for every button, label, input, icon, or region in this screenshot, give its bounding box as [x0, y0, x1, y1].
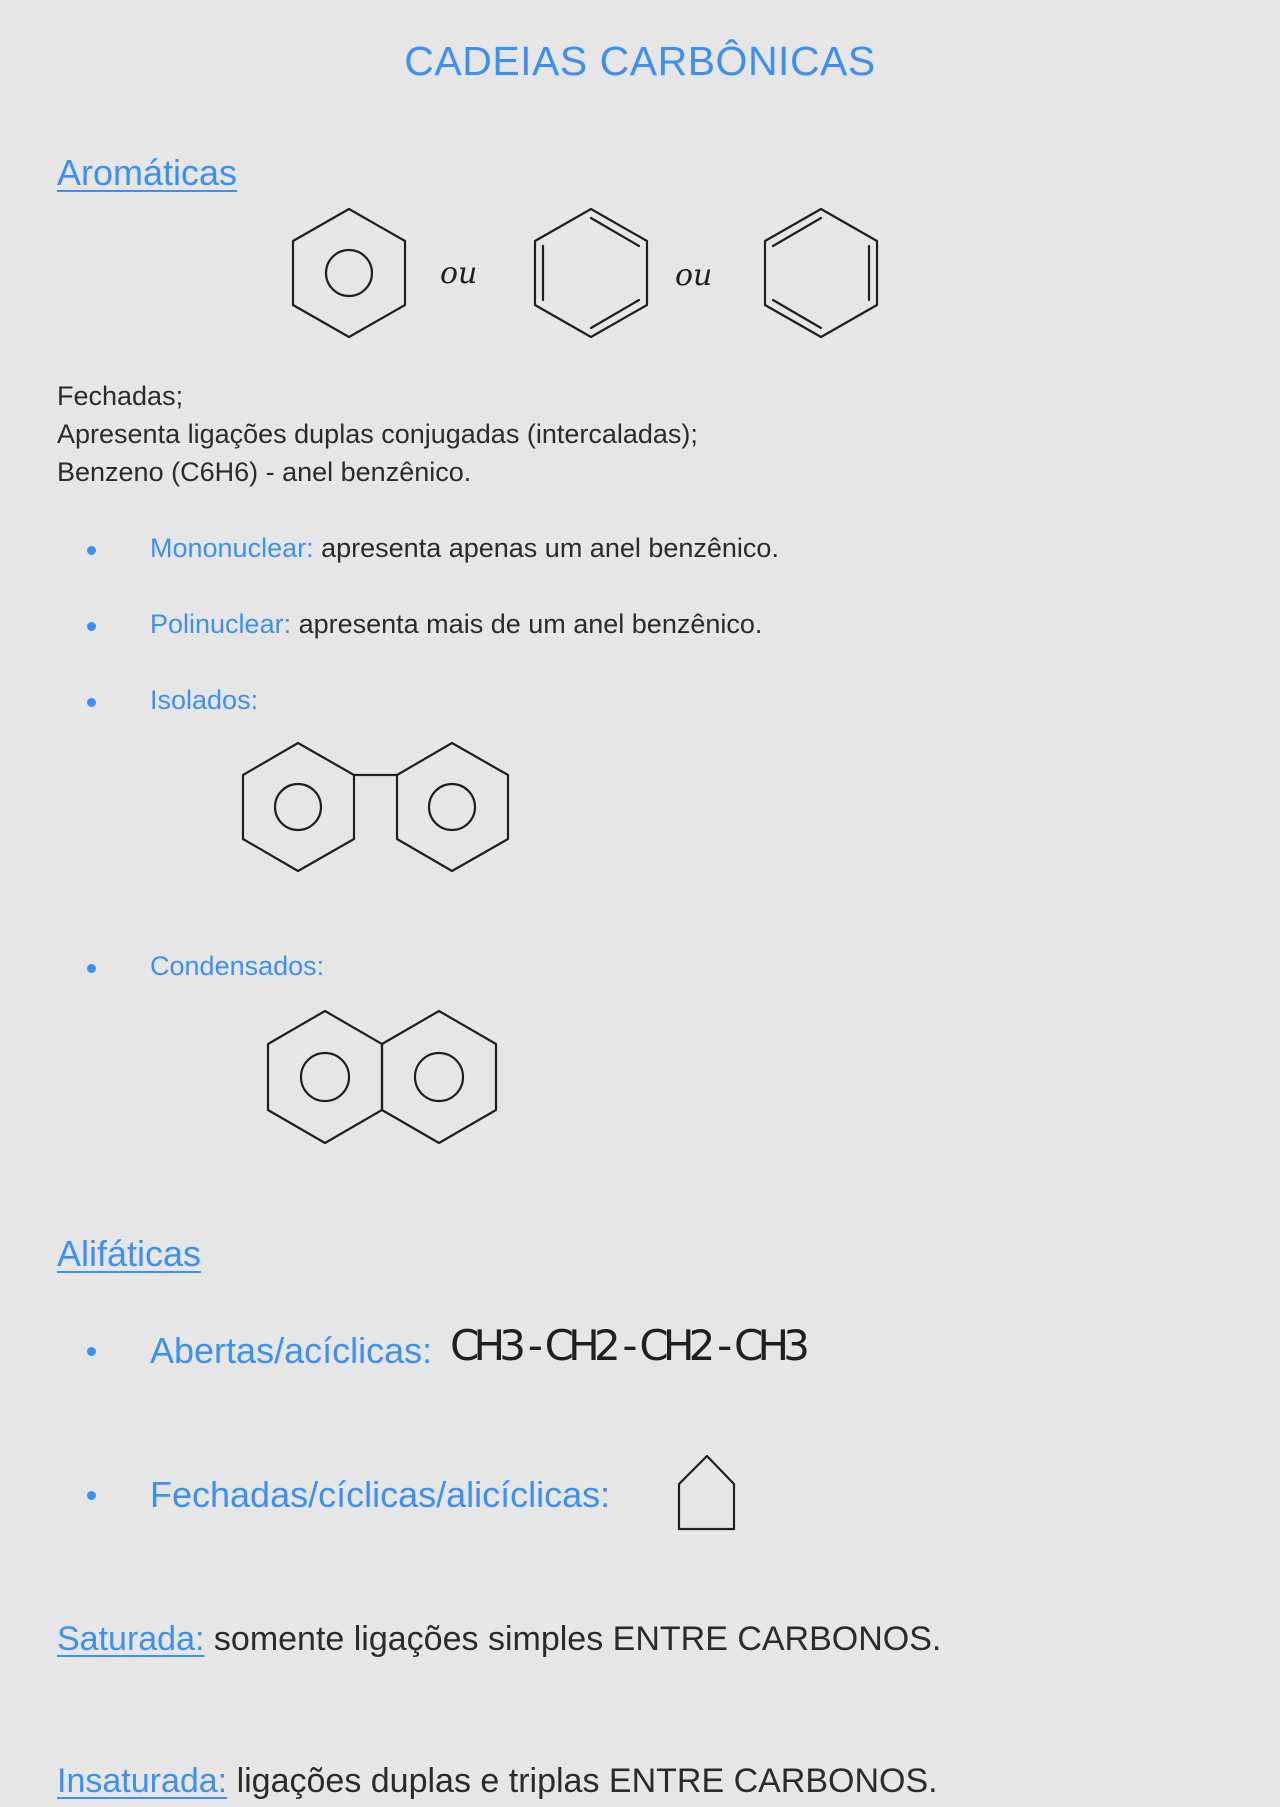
connector-ou-1: ou: [440, 256, 478, 291]
benzene-ring-kekule-1: [535, 209, 647, 337]
open-chain-formula: [448, 1310, 838, 1380]
insaturada-label: Insaturada:: [57, 1762, 228, 1800]
isolated-rings-diagram: [235, 735, 525, 875]
formula-text: CH3 - CH2 - CH2 - CH3: [450, 1321, 810, 1370]
description-line: Fechadas;: [57, 381, 184, 411]
saturada-definition: [57, 1620, 941, 1659]
bullet-dot: [87, 698, 96, 707]
insaturada-definition: [57, 1762, 938, 1801]
benzene-ring-circle: [293, 209, 405, 337]
description-line: Benzeno (C6H6) - anel benzênico.: [57, 457, 472, 487]
bullet-isolados: [150, 685, 258, 716]
bullet-dot: [87, 964, 96, 973]
bullet-dot: [87, 1347, 96, 1356]
insaturada-text: ligações duplas e triplas ENTRE CARBONOS.: [236, 1762, 938, 1800]
saturada-label: Saturada:: [57, 1620, 205, 1658]
bullet-abertas-label: Abertas/acíclicas:: [150, 1330, 433, 1371]
bullet-text: apresenta mais de um anel benzênico.: [298, 609, 763, 639]
bullet-label: Condensados:: [150, 951, 325, 981]
saturada-text: somente ligações simples ENTRE CARBONOS.: [213, 1620, 942, 1658]
bullet-fechadas-label: Fechadas/cíclicas/alicíclicas:: [150, 1474, 611, 1515]
bullet-text: apresenta apenas um anel benzênico.: [321, 533, 779, 563]
description-line: Apresenta ligações duplas conjugadas (intercaladas);: [57, 419, 698, 449]
cyclic-chain-diagram: [670, 1450, 750, 1535]
bullet-label: Polinuclear:: [150, 609, 292, 639]
bullet-label: Isolados:: [150, 685, 259, 715]
bullet-polinuclear: [150, 609, 762, 640]
bullet-dot: [87, 546, 96, 555]
page-title: CADEIAS CARBÔNICAS: [404, 38, 876, 84]
bullet-dot: [87, 622, 96, 631]
aromaticas-description: [57, 377, 698, 491]
benzene-structures: [280, 195, 900, 355]
connector-ou-2: ou: [675, 258, 713, 293]
bullet-label: Mononuclear:: [150, 533, 314, 563]
condensed-rings-diagram: [258, 1005, 508, 1150]
bullet-condensados: [150, 951, 324, 982]
section-heading-alifaticas: Alifáticas: [57, 1233, 202, 1274]
benzene-ring-kekule-2: [765, 209, 877, 337]
section-heading-aromaticas: Aromáticas: [57, 152, 238, 193]
bullet-mononuclear: [150, 533, 779, 564]
bullet-dot: [87, 1491, 96, 1500]
